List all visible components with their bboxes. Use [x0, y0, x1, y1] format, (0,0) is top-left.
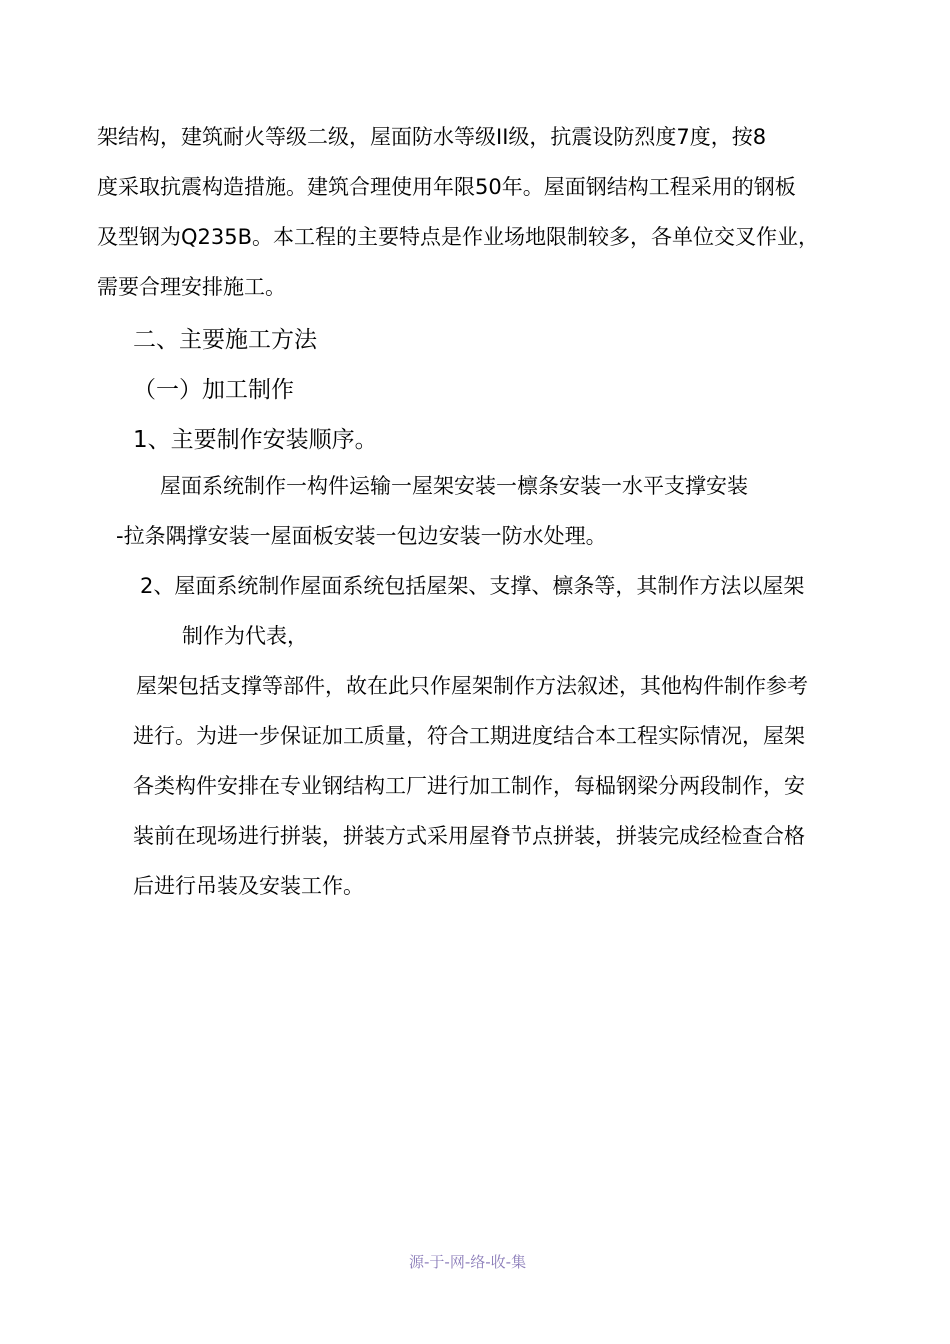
footer-watermark-text: 源-于-网-络-收-集 — [409, 1253, 527, 1271]
paragraph-1-line-4: 需要合理安排施工。 — [97, 275, 286, 299]
paragraph-1-line-3: 及型钢为Q235B。本工程的主要特点是作业场地限制较多，各单位交叉作业， — [97, 225, 820, 249]
paragraph-1-line-2: 度采取抗震构造措施。建筑合理使用年限50年。屋面钢结构工程采用的钢板 — [97, 175, 796, 199]
section-heading: 二、主要施工方法 — [133, 327, 317, 353]
paragraph-2-line-5: 后进行吊装及安装工作。 — [133, 874, 364, 898]
sequence-line-2: -拉条隅撑安装一屋面板安装一包边安装一防水处理。 — [116, 524, 607, 548]
paragraph-2-line-1: 屋架包括支撑等部件，故在此只作屋架制作方法叙述，其他构件制作参考 — [136, 674, 808, 698]
paragraph-2-line-4: 装前在现场进行拼装，拼装方式采用屋脊节点拼装，拼装完成经检查合格 — [133, 824, 805, 848]
paragraph-2-line-3: 各类构件安排在专业钢结构工厂进行加工制作，每榀钢梁分两段制作，安 — [133, 774, 805, 798]
paragraph-1-line-1: 架结构，建筑耐火等级二级，屋面防水等级II级，抗震设防烈度7度，按8 — [97, 125, 767, 149]
paragraph-2-line-2: 进行。为进一步保证加工质量，符合工期进度结合本工程实际情况，屋架 — [133, 724, 805, 748]
subsection-heading: （一）加工制作 — [133, 377, 294, 403]
sequence-line-1: 屋面系统制作一构件运输一屋架安装一檩条安装一水平支撑安装 — [160, 474, 748, 498]
item-2-line-1: 2、屋面系统制作屋面系统包括屋架、支撑、檩条等，其制作方法以屋架 — [140, 574, 805, 598]
item-1-heading: 1、主要制作安装顺序。 — [133, 427, 378, 453]
item-2-line-2: 制作为代表， — [182, 624, 308, 648]
